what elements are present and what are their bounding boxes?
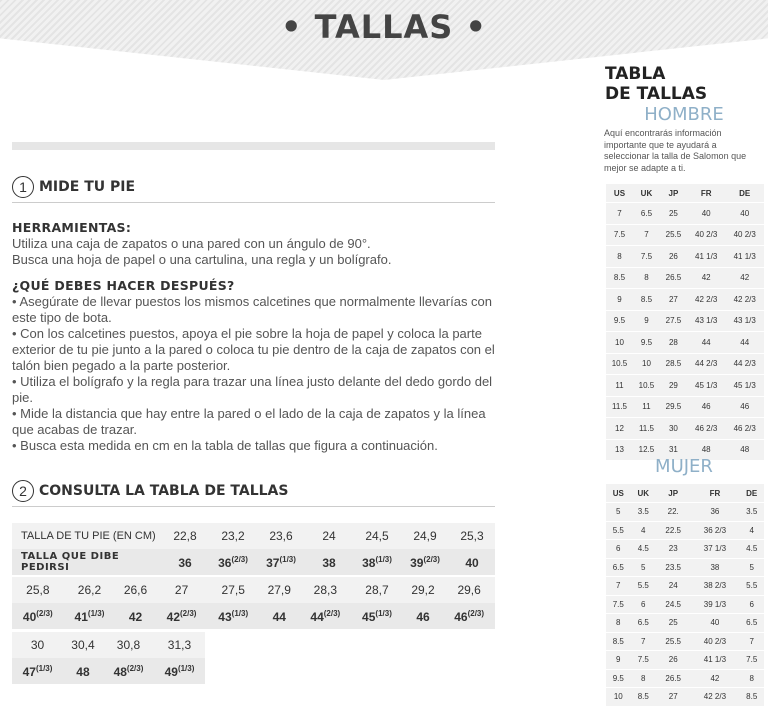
size-cell: 8 — [631, 669, 657, 688]
size-cell: 5.5 — [606, 521, 631, 540]
size-conversion-table-2 — [12, 577, 495, 629]
size-cell: $45^{(1/3)}$ — [351, 603, 403, 629]
size-cell: 46 2/3 — [687, 418, 726, 440]
size-cell: 31 — [660, 439, 687, 460]
size-cell: 36 2/3 — [690, 521, 739, 540]
column-header: FR — [709, 488, 721, 498]
size-cell: 44 — [259, 603, 299, 629]
table-row — [606, 375, 764, 397]
size-cell: 6 — [631, 595, 657, 614]
size-cell: 42 — [115, 603, 155, 629]
table-row — [606, 688, 764, 706]
size-cell: 44 2/3 — [725, 353, 764, 375]
size-cell: 48 — [63, 658, 103, 684]
table-row — [606, 503, 764, 522]
size-cell: 24 — [656, 577, 690, 596]
women-size-table — [606, 484, 764, 706]
size-cell: 39 1/3 — [690, 595, 739, 614]
size-cell: $48^{(2/3)}$ — [103, 658, 154, 684]
step-item: • Asegúrate de llevar puestos los mismos calcetines que normalmente llevarías con este tipo de bota. — [12, 294, 493, 325]
size-cell: 40 — [725, 203, 764, 225]
cm-cell: 27,9 — [259, 577, 299, 603]
size-cell: 5 — [606, 503, 631, 522]
size-cell: $37^{(1/3)}$ — [257, 549, 305, 575]
cm-cell: 23,6 — [257, 523, 305, 549]
size-cell: 42 2/3 — [690, 688, 739, 706]
size-cell: 8 — [739, 669, 764, 688]
table-row — [606, 267, 764, 289]
size-cell: 29.5 — [660, 396, 687, 418]
size-cell: 22.5 — [656, 521, 690, 540]
size-cell: 48 — [725, 439, 764, 460]
women-label: MUJER — [655, 456, 713, 477]
size-cell: 25 — [656, 614, 690, 633]
size-cell: 44 2/3 — [687, 353, 726, 375]
size-cell: 46 2/3 — [725, 418, 764, 440]
table-row — [606, 577, 764, 596]
size-cell: 11 — [606, 375, 633, 397]
step-item: • Con los calcetines puestos, apoya el pie sobre la hoja de papel y coloca la parte exterior de tu pie junto a la pared o coloca tu pie dentro de la caja de zapatos con el talón bien pegado a la parte posterior. — [12, 326, 495, 373]
section-measure-header — [12, 172, 495, 203]
size-cell: $36^{(2/3)}$ — [209, 549, 257, 575]
size-cell: 3.5 — [631, 503, 657, 522]
size-cell: 11.5 — [606, 396, 633, 418]
size-cell: 46 — [403, 603, 443, 629]
page-title: • TALLAS • — [281, 8, 487, 46]
size-conversion-table-3 — [12, 632, 205, 684]
size-cell: 11 — [633, 396, 660, 418]
step-number-1: 1 — [12, 176, 34, 198]
cm-cell: 26,2 — [64, 577, 116, 603]
table-row — [606, 310, 764, 332]
column-header: JP — [668, 488, 679, 498]
size-cell: 40 2/3 — [687, 224, 726, 246]
cm-cell: 28,7 — [351, 577, 403, 603]
table-row — [12, 523, 495, 549]
size-cell: 40 — [687, 203, 726, 225]
step-item: • Utiliza el bolígrafo y la regla para trazar una línea justo delante del dedo gordo del pie. — [12, 374, 493, 405]
size-cell: 40 — [449, 549, 495, 575]
size-cell: 26 — [656, 651, 690, 670]
size-cell: $40^{(2/3)}$ — [12, 603, 64, 629]
table-row — [606, 396, 764, 418]
sidebar-title — [605, 64, 707, 104]
size-cell: 7.5 — [739, 651, 764, 670]
size-cell: 27 — [656, 688, 690, 706]
size-cell: 23.5 — [656, 558, 690, 577]
size-cell: 23 — [656, 540, 690, 559]
tools-line: Busca una hoja de papel o una cartulina, una regla y un bolígrafo. — [12, 252, 392, 267]
size-cell: 24.5 — [656, 595, 690, 614]
cm-cell: 22,8 — [161, 523, 209, 549]
sidebar-title-line: DE TALLAS — [605, 84, 708, 104]
table-row — [606, 595, 764, 614]
size-cell: 42 2/3 — [725, 289, 764, 311]
table-row — [606, 540, 764, 559]
column-header: DE — [746, 488, 758, 498]
step-number-2: 2 — [12, 480, 34, 502]
column-header: FR — [700, 188, 712, 198]
size-cell: 45 1/3 — [725, 375, 764, 397]
size-cell: 4.5 — [631, 540, 657, 559]
divider-bar — [12, 142, 495, 150]
size-cell: 8 — [606, 246, 633, 268]
cm-cell: 27 — [156, 577, 208, 603]
size-cell: 42 2/3 — [687, 289, 726, 311]
table-row — [606, 246, 764, 268]
size-cell: 46 — [687, 396, 726, 418]
size-cell: 44 — [687, 332, 726, 354]
size-cell: 38 — [305, 549, 353, 575]
size-cell: 10.5 — [633, 375, 660, 397]
size-cell: 22. — [656, 503, 690, 522]
column-header: UK — [637, 488, 650, 498]
table-row — [606, 614, 764, 633]
table-row — [606, 418, 764, 440]
size-cell: 42 — [725, 267, 764, 289]
size-cell: 38 2/3 — [690, 577, 739, 596]
size-cell: 13 — [606, 439, 633, 460]
size-cell: 3.5 — [739, 503, 764, 522]
size-cell: 7 — [606, 203, 633, 225]
size-cell: 7.5 — [633, 246, 660, 268]
size-cell: 6.5 — [606, 558, 631, 577]
size-cell: 27.5 — [660, 310, 687, 332]
size-cell: 7.5 — [606, 224, 633, 246]
size-cell: 11.5 — [633, 418, 660, 440]
size-cell: 41 1/3 — [687, 246, 726, 268]
size-cell: 45 1/3 — [687, 375, 726, 397]
size-conversion-table — [12, 523, 495, 575]
size-cell: 41 1/3 — [690, 651, 739, 670]
sidebar-title-line: TABLA — [605, 64, 666, 84]
size-cell: 8.5 — [631, 688, 657, 706]
size-cell: 6.5 — [739, 614, 764, 633]
size-cell: 10 — [633, 353, 660, 375]
size-cell: 9.5 — [606, 310, 633, 332]
column-header: JP — [668, 188, 679, 198]
size-cell: 46 — [725, 396, 764, 418]
size-cell: 8.5 — [633, 289, 660, 311]
table-row — [606, 224, 764, 246]
table-row — [606, 353, 764, 375]
table-row — [606, 651, 764, 670]
table-row — [606, 558, 764, 577]
size-cell: 29 — [660, 375, 687, 397]
size-cell: 5 — [631, 558, 657, 577]
cm-cell: 24,5 — [353, 523, 401, 549]
size-cell: 40 — [690, 614, 739, 633]
size-cell: 42 — [687, 267, 726, 289]
size-cell: 9 — [633, 310, 660, 332]
table-row — [606, 632, 764, 651]
cm-cell: 25,8 — [12, 577, 64, 603]
size-cell: $43^{(1/3)}$ — [207, 603, 259, 629]
size-cell: $47^{(1/3)}$ — [12, 658, 63, 684]
table-header-row — [606, 484, 764, 503]
steps-heading: ¿QUÉ DEBES HACER DESPUÉS? — [12, 278, 235, 293]
cm-cell: 29,6 — [443, 577, 495, 603]
size-cell: 7 — [739, 632, 764, 651]
men-size-table — [606, 184, 764, 460]
size-cell: 48 — [687, 439, 726, 460]
size-cell: 10 — [606, 688, 631, 706]
cm-cell: 27,5 — [207, 577, 259, 603]
size-cell: 9 — [606, 651, 631, 670]
size-cell: 12.5 — [633, 439, 660, 460]
step-item: • Busca esta medida en cm en la tabla de tallas que figura a continuación. — [12, 438, 438, 453]
size-cell: 9.5 — [633, 332, 660, 354]
size-cell: $39^{(2/3)}$ — [401, 549, 449, 575]
size-cell: 28 — [660, 332, 687, 354]
sidebar-description: Aquí encontrarás información importante que te ayudará a seleccionar la talla de Salomon que mejor se adapte a ti. — [604, 128, 747, 173]
size-cell: 41 1/3 — [725, 246, 764, 268]
size-cell: 40 2/3 — [725, 224, 764, 246]
size-cell: 7.5 — [631, 651, 657, 670]
size-cell: 25.5 — [660, 224, 687, 246]
size-cell: 8.5 — [606, 267, 633, 289]
table-row — [606, 521, 764, 540]
size-cell: 7.5 — [606, 595, 631, 614]
section-title-chart: CONSULTA LA TABLA DE TALLAS — [39, 483, 289, 499]
size-cell: 36 — [690, 503, 739, 522]
size-cell: 43 1/3 — [725, 310, 764, 332]
table-row — [12, 603, 495, 629]
cm-cell: 29,2 — [403, 577, 443, 603]
size-cell: 26.5 — [656, 669, 690, 688]
table-row — [606, 332, 764, 354]
size-cell: 28.5 — [660, 353, 687, 375]
table-row — [12, 632, 205, 658]
cm-cell: 26,6 — [115, 577, 155, 603]
section-chart-header — [12, 476, 495, 507]
table-row — [12, 577, 495, 603]
size-cell: 25.5 — [656, 632, 690, 651]
size-cell: 38 — [690, 558, 739, 577]
shoe-size-label: TALLA QUE DIBE PEDIRSI — [12, 549, 161, 575]
size-cell: 8 — [633, 267, 660, 289]
size-cell: 4.5 — [739, 540, 764, 559]
size-cell: 6 — [739, 595, 764, 614]
cm-cell: 24 — [305, 523, 353, 549]
table-row — [12, 658, 205, 684]
column-header: US — [613, 188, 626, 198]
cm-cell: 24,9 — [401, 523, 449, 549]
table-row — [606, 289, 764, 311]
cm-cell: 28,3 — [300, 577, 352, 603]
size-cell: 42 — [690, 669, 739, 688]
tools-heading: HERRAMIENTAS: — [12, 220, 132, 235]
size-cell: $38^{(1/3)}$ — [353, 549, 401, 575]
size-cell: 6.5 — [633, 203, 660, 225]
size-cell: 10 — [606, 332, 633, 354]
size-cell: 10.5 — [606, 353, 633, 375]
cm-cell: 31,3 — [154, 632, 205, 658]
size-cell: 9 — [606, 289, 633, 311]
cm-cell: 30,8 — [103, 632, 154, 658]
size-cell: 40 2/3 — [690, 632, 739, 651]
cm-cell: 25,3 — [449, 523, 495, 549]
cm-cell: 23,2 — [209, 523, 257, 549]
size-cell: 5 — [739, 558, 764, 577]
size-cell: $41^{(1/3)}$ — [64, 603, 116, 629]
size-cell: 25 — [660, 203, 687, 225]
measure-instructions — [12, 220, 495, 454]
size-cell: 8.5 — [606, 632, 631, 651]
table-row — [606, 669, 764, 688]
size-cell: 7 — [631, 632, 657, 651]
size-cell: 26.5 — [660, 267, 687, 289]
size-cell: 36 — [161, 549, 209, 575]
size-cell: 4 — [631, 521, 657, 540]
size-cell: $46^{(2/3)}$ — [443, 603, 495, 629]
column-header: DE — [739, 188, 751, 198]
size-cell: 8.5 — [739, 688, 764, 706]
size-cell: 30 — [660, 418, 687, 440]
foot-size-label: TALLA DE TU PIE (EN CM) — [12, 523, 161, 549]
size-cell: $42^{(2/3)}$ — [156, 603, 208, 629]
column-header: US — [612, 488, 624, 498]
column-header: UK — [640, 188, 653, 198]
cm-cell: 30,4 — [63, 632, 103, 658]
size-cell: 26 — [660, 246, 687, 268]
size-cell: 5.5 — [739, 577, 764, 596]
table-row — [606, 203, 764, 225]
size-cell: 12 — [606, 418, 633, 440]
size-cell: $44^{(2/3)}$ — [300, 603, 352, 629]
size-cell: 6.5 — [631, 614, 657, 633]
size-cell: 43 1/3 — [687, 310, 726, 332]
size-cell: 37 1/3 — [690, 540, 739, 559]
size-cell: 7 — [606, 577, 631, 596]
step-item: • Mide la distancia que hay entre la pared o el lado de la caja de zapatos y la línea que acabas de trazar. — [12, 406, 486, 437]
section-title-measure: MIDE TU PIE — [39, 179, 136, 195]
cm-cell: 30 — [12, 632, 63, 658]
size-cell: 5.5 — [631, 577, 657, 596]
table-row — [12, 549, 495, 575]
size-cell: 44 — [725, 332, 764, 354]
size-cell: 4 — [739, 521, 764, 540]
tools-line: Utiliza una caja de zapatos o una pared con un ángulo de 90°. — [12, 236, 371, 251]
size-cell: 6 — [606, 540, 631, 559]
size-cell: 9.5 — [606, 669, 631, 688]
size-cell: 8 — [606, 614, 631, 633]
table-header-row — [606, 184, 764, 203]
size-cell: $49^{(1/3)}$ — [154, 658, 205, 684]
men-label: HOMBRE — [644, 104, 724, 125]
size-cell: 27 — [660, 289, 687, 311]
size-cell: 7 — [633, 224, 660, 246]
